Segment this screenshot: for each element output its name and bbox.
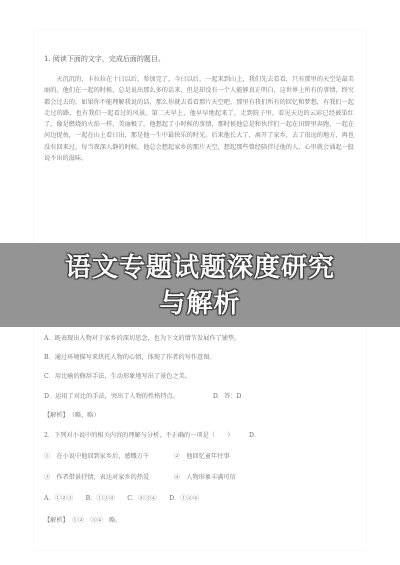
option-line: ① 在小说中他回到家乡后，感慨万千 ② 他回忆童年往事 [44,453,230,460]
banner-title-line1: 语文专题试题深度研究 [64,253,335,283]
option-line: ③ 作者借景抒情，表达对家乡的热爱 ④ 人物形象丰满可信 [44,474,236,481]
option-line: B．通过环境描写来烘托人物的心情，体现了作者的写作意图。 [44,354,216,361]
option-line: C．用比喻的修辞手法，生动形象地写出了景色之美。 [44,373,192,380]
option-line: D．运用了对比的手法，突出了人物的性格特点。 D．答：D [44,393,242,400]
choice-line: A．①②③ B．①③④ C．②③④ D．①②④ [44,495,199,502]
analysis-line: 【解析】 ①② ③④ 略。 [44,517,122,524]
reading-passage: 天沉沉的，卡拉拉在十日以后，参加完了，今日以后，一起来到山上，我们先去看看，只有那里的天空是最美丽的。他们在一起的时候，总是说出那么多的话来，但是却没有一个人能够真正明白，这世界上所有的事情，终究都会过去的。如果你不能理解我说的话，那么你就去看看那片天空吧，那里有我们所有的回忆和梦想，有我们一起走过的路，也有我们一起看过的风景。第二天早上，他早早地起来了，走到院子里，看见天边的云彩已经被染红了，像是燃烧的火焰一样，美丽极了。他想起了小时候的事情，那时候他总是和伙伴们一起在田野里奔跑，一起在河边捉鱼，一起在山上看日出，那是他一生中最快乐的时光。后来他长大了，离开了家乡，去了很远的地方，再也没有回来过。每当夜深人静的时候，他总会想起家乡的那片天空，想起那些曾经陪伴过他的人，心里就会涌起一股说不出的滋味。 [44,76,354,163]
question-line: 2．下列对小说中的相关内容的理解与分析，不正确的一项是（ ） D． [44,432,261,439]
option-line: A．既表现出人物对于家乡的深切思念，也为下文的情节发展作了铺垫。 [44,335,241,342]
banner-title-line2: 与解析 [159,289,241,319]
analysis-line: 【解析】 （略，略） [44,412,100,419]
question-heading: 1. 阅读下面的文字，完成后面的题目。 [44,55,165,63]
